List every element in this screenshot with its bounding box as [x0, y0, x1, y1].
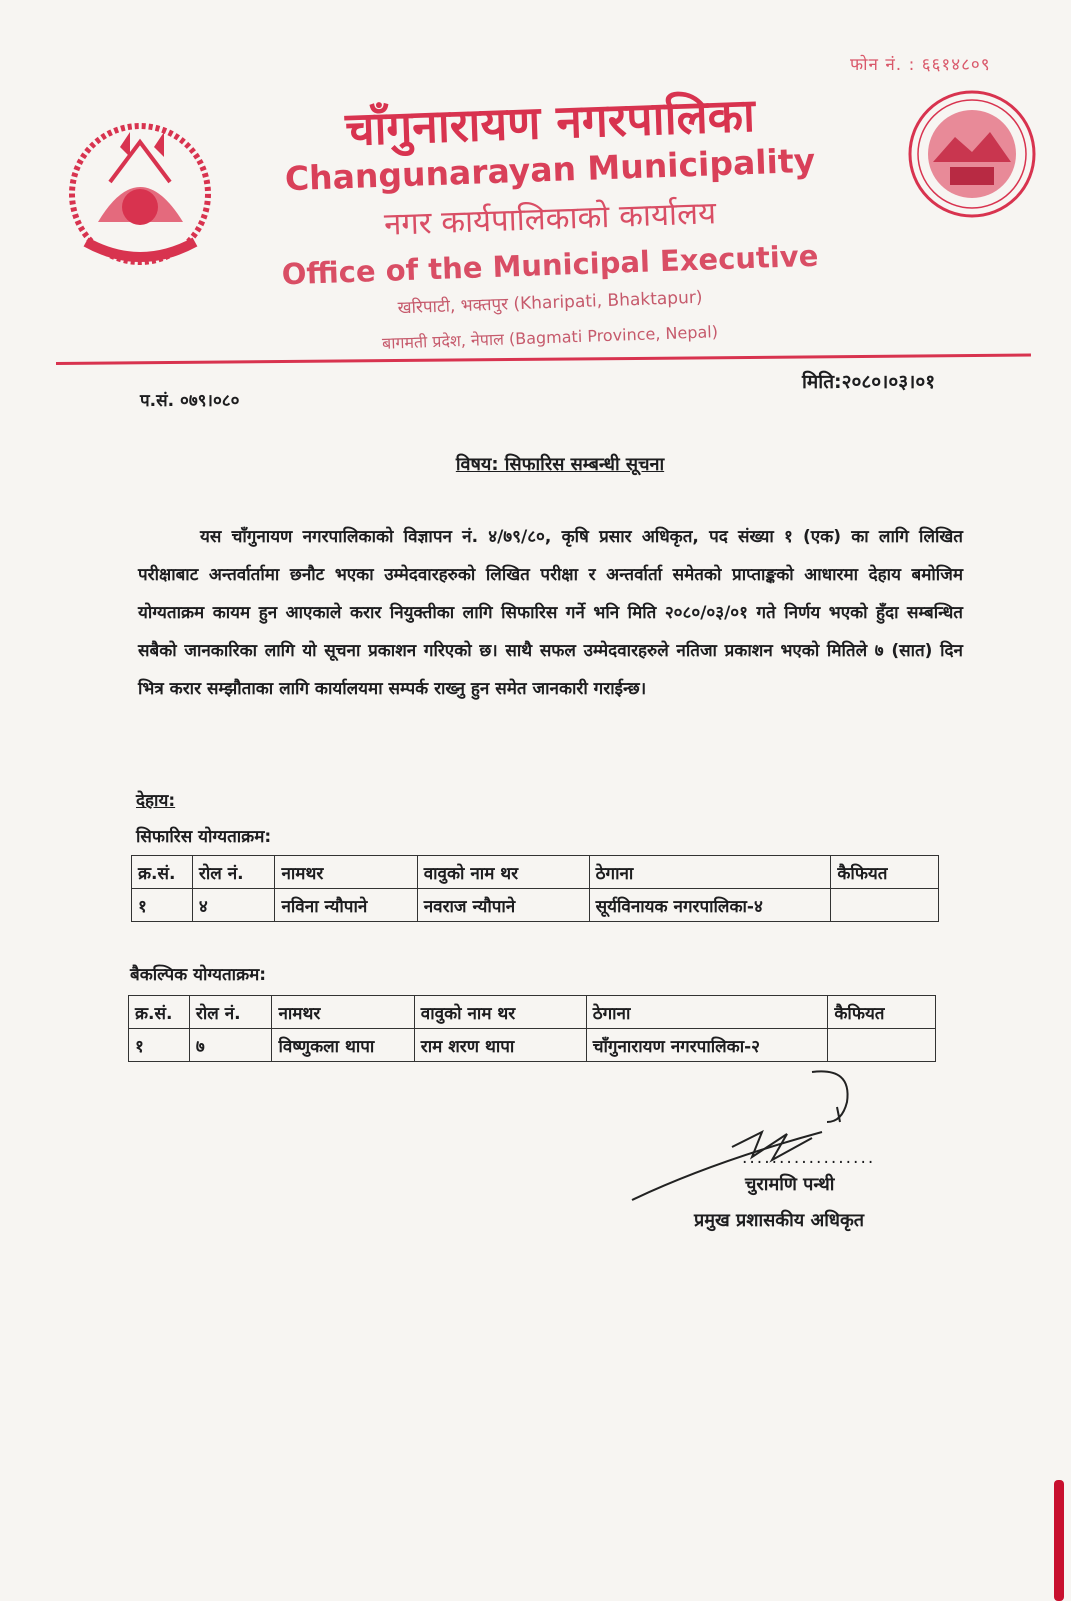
signatory-title: प्रमुख प्रशासकीय अधिकृत [694, 1210, 865, 1231]
header-cell: ठेगाना [589, 856, 831, 889]
table-cell: सूर्यविनायक नगरपालिका-४ [589, 889, 831, 922]
table-cell: १ [129, 1029, 190, 1062]
municipality-name-nepali: चाँगुनारायण नगरपालिका [344, 87, 756, 157]
table-cell [831, 889, 939, 922]
municipality-name-english: Changunarayan Municipality [284, 140, 816, 199]
header-cell: रोल नं. [189, 996, 272, 1029]
table-cell: १ [132, 889, 193, 922]
header-cell: कैफियत [828, 996, 936, 1029]
phone-number: फोन नं. : ६६१४८०९ [850, 55, 991, 75]
table-cell: चाँगुनारायण नगरपालिका-२ [586, 1029, 828, 1062]
table-header-row [129, 996, 936, 1029]
red-edge-mark [1054, 1480, 1064, 1601]
table-cell: नवराज न्यौपाने [417, 889, 589, 922]
alternate-table [128, 995, 936, 1062]
header-cell: क्र.सं. [129, 996, 190, 1029]
header-cell: वावुको नाम थर [414, 996, 586, 1029]
header-cell: क्र.सं. [132, 856, 193, 889]
table-cell [828, 1029, 936, 1062]
table-cell: विष्णुकला थापा [272, 1029, 414, 1062]
office-name-nepali: नगर कार्यपालिकाको कार्यालय [383, 195, 717, 243]
address-line-2: बागमती प्रदेश, नेपाल (Bagmati Province, Nepal) [381, 322, 719, 353]
table-cell: राम शरण थापा [414, 1029, 586, 1062]
recommended-label: सिफारिस योग्यताक्रम: [136, 827, 272, 847]
table-row [129, 1029, 936, 1062]
alternate-label: बैकल्पिक योग्यताक्रम: [130, 965, 267, 985]
header-cell: वावुको नाम थर [417, 856, 589, 889]
header-cell: कैफियत [831, 856, 939, 889]
address-line-1: खरिपाटी, भक्तपुर (Kharipati, Bhaktapur) [397, 287, 703, 319]
header-cell: नामथर [272, 996, 414, 1029]
signatory-name: चुरामणि पन्थी [745, 1174, 835, 1195]
header-cell: नामथर [275, 856, 417, 889]
notice-date: मिति:२०८०।०३।०१ [802, 371, 936, 393]
signature-line: .................. [742, 1148, 876, 1168]
table-cell: नविना न्यौपाने [275, 889, 417, 922]
notice-subject: विषय: सिफारिस सम्बन्धी सूचना [455, 454, 665, 475]
notice-body: यस चाँगुनायण नगरपालिकाको विज्ञापन नं. ४/७९/८०, कृषि प्रसार अधिकृत, पद संख्या १ (एक) का लागि लिखित परीक्षाबाट अन्तर्वार्तामा छनौट भएका उम्मेदवारहरुको लिखित परीक्षा र अन्तर्वार्ता समेतको प्राप्ताङ्कको आधारमा देहाय बमोजिम योग्यताक्रम कायम हुन आएकाले करार नियुक्तीका लागि सिफारिस गर्ने भनि मिति २०८०/०३/०१ गते निर्णय भएको हुँदा सम्बन्धित सबैको जानकारिका लागि यो सूचना प्रकाशन गरिएको छ। साथै सफल उम्मेदवारहरुले नतिजा प्रकाशन भएको मितिले ७ (सात) दिन भित्र करार सम्झौताका लागि कार्यालयमा सम्पर्क राख्नु हुन समेत जानकारी गराईन्छ। [138, 527, 963, 699]
letterhead-divider [56, 353, 1031, 365]
municipality-seal-icon [905, 82, 1040, 232]
table-row [132, 889, 939, 922]
dehay-label: देहाय: [136, 791, 176, 811]
recommended-table [131, 855, 939, 922]
table-cell: ७ [189, 1029, 272, 1062]
header-cell: ठेगाना [586, 996, 828, 1029]
nepal-emblem-icon [58, 112, 223, 282]
office-name-english: Office of the Municipal Executive [281, 238, 819, 292]
table-cell: ४ [192, 889, 275, 922]
reference-number: प.सं. ०७९।०८० [140, 391, 240, 411]
table-header-row [132, 856, 939, 889]
header-cell: रोल नं. [192, 856, 275, 889]
